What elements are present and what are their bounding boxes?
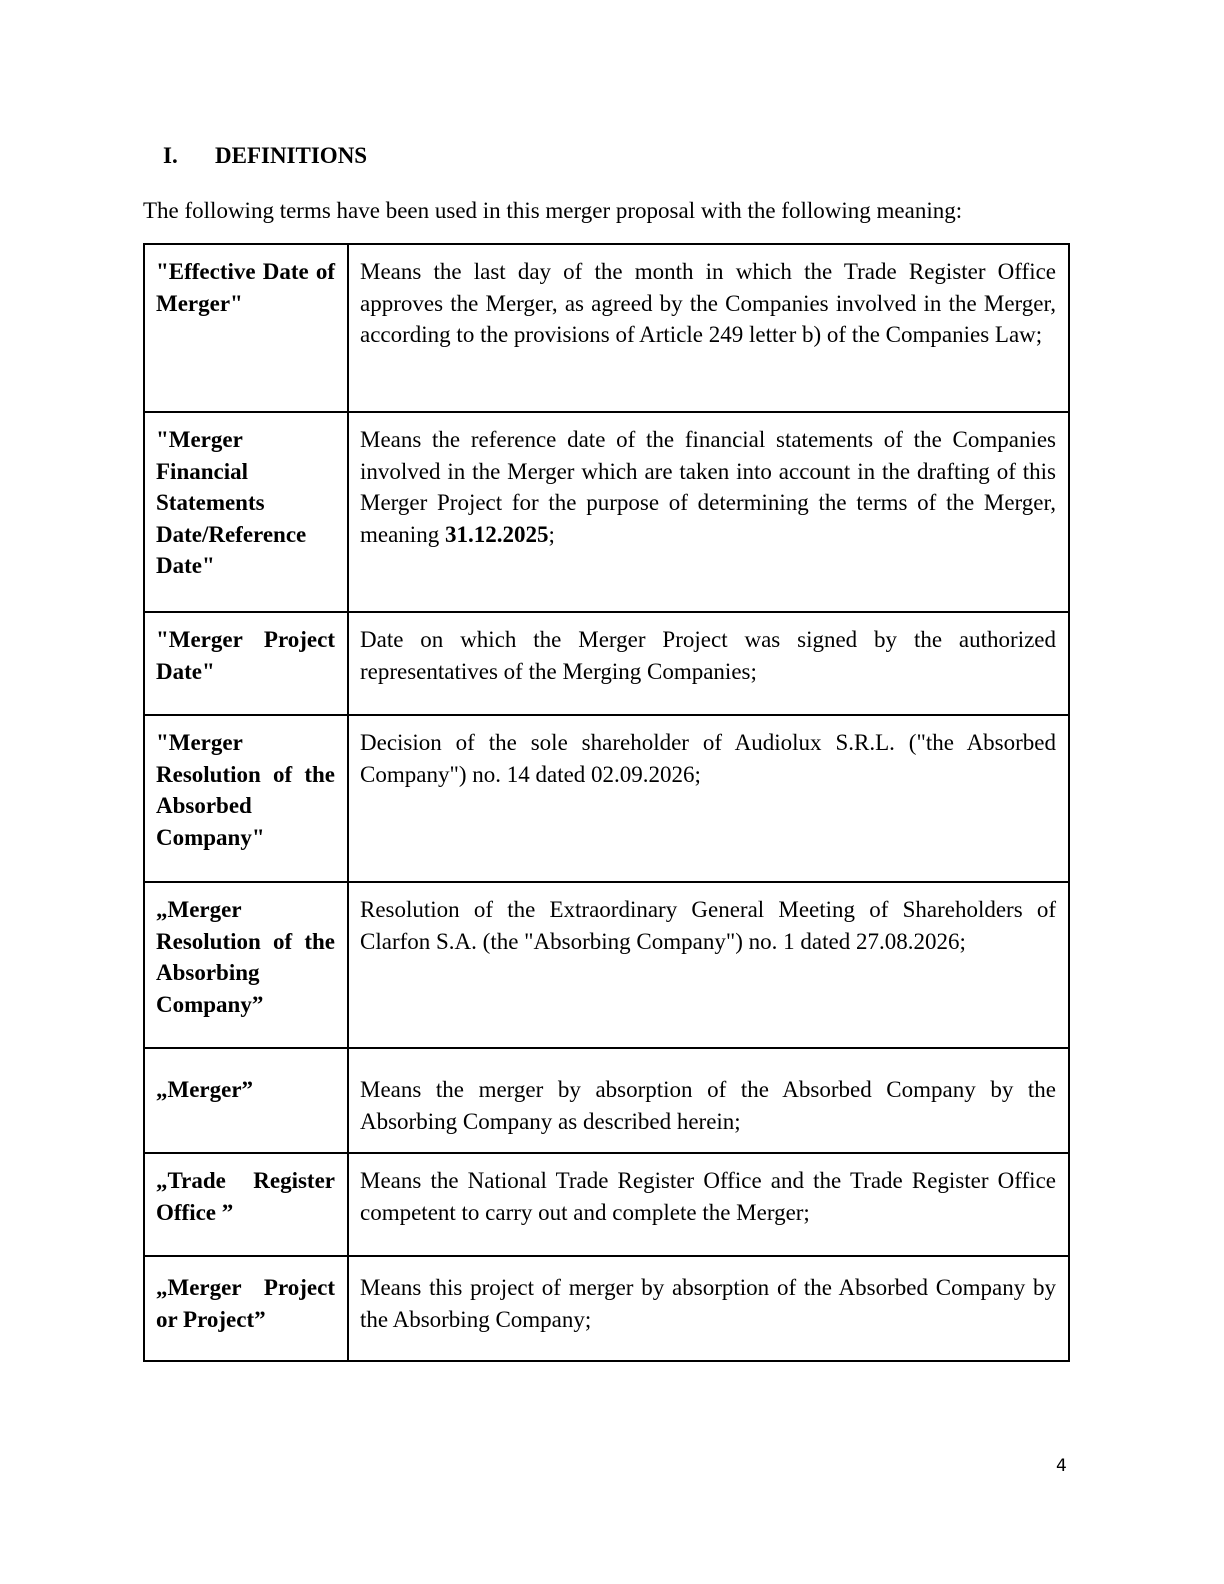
- definition-meaning: Means the National Trade Register Office and the Trade Register Office competent to carry out and complete the Merger;: [348, 1153, 1069, 1256]
- section-title: DEFINITIONS: [215, 143, 368, 168]
- definition-row: [144, 412, 1069, 612]
- definition-meaning: Resolution of the Extraordinary General Meeting of Shareholders of Clarfon S.A. (the "Absorbing Company") no. 1 dated 27.08.2026;: [348, 882, 1069, 1048]
- definition-meaning: Date on which the Merger Project was signed by the authorized representatives of the Merging Companies;: [348, 612, 1069, 715]
- meaning-text: Means the reference date of the financial statements of the Companies involved in the Merger which are taken into account in the drafting of this Merger Project for the purpose of determining the terms of the Merger, meaning: [360, 427, 1056, 547]
- definition-meaning: [348, 412, 1069, 612]
- definition-meaning: Means the merger by absorption of the Absorbed Company by the Absorbing Company as described herein;: [348, 1048, 1069, 1153]
- reference-date: 31.12.2025: [444, 521, 549, 547]
- definition-term: "Merger Financial Statements Date/Reference Date": [144, 412, 348, 612]
- definition-term: „Merger Resolution of the Absorbing Company”: [144, 882, 348, 1048]
- definition-row: [144, 244, 1069, 412]
- section-heading: [163, 143, 367, 169]
- page-number: 4: [1056, 1456, 1067, 1476]
- definition-row: [144, 1153, 1069, 1256]
- definition-row: [144, 1256, 1069, 1361]
- section-number: I.: [163, 143, 178, 168]
- definition-term: „Merger Project or Project”: [144, 1256, 348, 1361]
- intro-paragraph: The following terms have been used in this merger proposal with the following meaning:: [143, 198, 963, 223]
- definition-row: [144, 612, 1069, 715]
- definition-term: „Trade Register Office ”: [144, 1153, 348, 1256]
- definition-term: "Merger Project Date": [144, 612, 348, 715]
- definitions-table: [143, 243, 1070, 1362]
- definition-term: "Merger Resolution of the Absorbed Company": [144, 715, 348, 882]
- definition-meaning: Decision of the sole shareholder of Audiolux S.R.L. ("the Absorbed Company") no. 14 dated 02.09.2026;: [348, 715, 1069, 882]
- definition-row: [144, 715, 1069, 882]
- meaning-text-end: ;: [548, 521, 555, 547]
- definition-meaning: Means this project of merger by absorption of the Absorbed Company by the Absorbing Company;: [348, 1256, 1069, 1361]
- definition-meaning: Means the last day of the month in which the Trade Register Office approves the Merger, as agreed by the Companies involved in the Merger, according to the provisions of Article 249 letter b) of the Companies Law;: [348, 244, 1069, 412]
- definition-row: [144, 1048, 1069, 1153]
- definition-term: "Effective Date of Merger": [144, 244, 348, 412]
- definition-row: [144, 882, 1069, 1048]
- definition-term: „Merger”: [144, 1048, 348, 1153]
